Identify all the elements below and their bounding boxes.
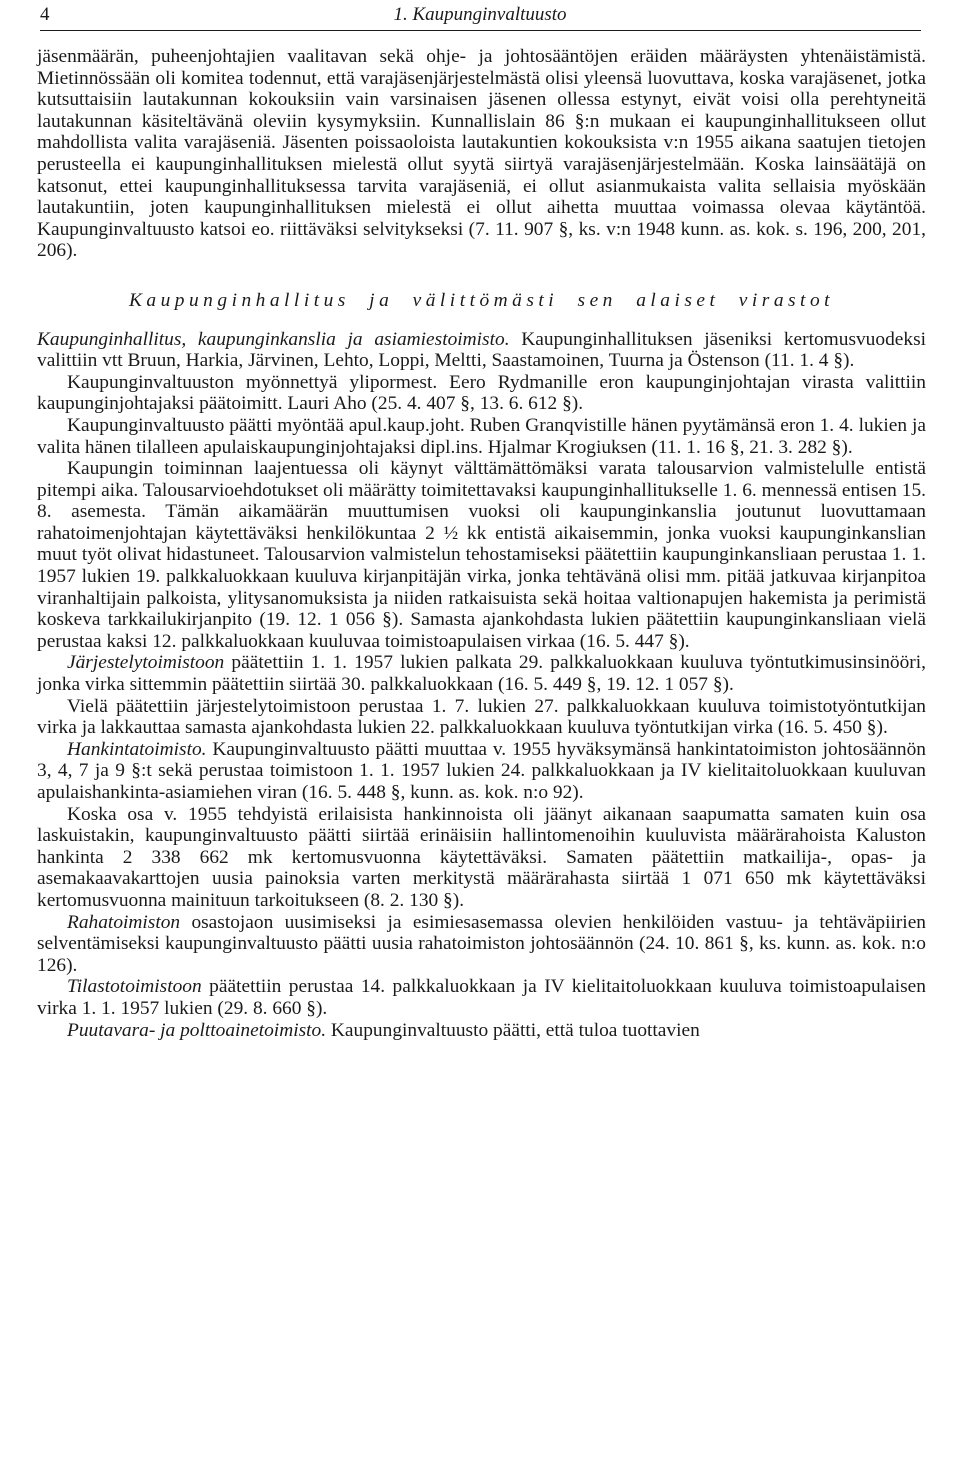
page-number: 4 — [40, 4, 50, 25]
running-title: 1. Kaupunginvaltuusto — [393, 4, 567, 25]
paragraph-text: päätettiin perustaa 14. palkkaluokkaan ja IV kielitaitoluokkaan kuuluva toimistoapulaisen virka 1. 1. 1957 lukien (29. 8. 660 §). — [37, 976, 926, 1019]
paragraph-lead: Kaupunginhallitus, kaupunginkanslia ja asiamiestoimisto. — [37, 328, 510, 350]
paragraph-text: Kaupunginvaltuusto päätti muuttaa v. 1955 hyväksymänsä hankintatoimiston johtosäännön 3, 4, 7 ja 9 §:t sekä perustaa toimistoon 1. 1. 1957 lukien 24. palkkaluokkaan ja IV kielitaitoluokkaan kuuluvan apulaishankinta-asiamiehen viran (16. 5. 448 §, kunn. as. kok. n:o 92). — [37, 738, 926, 803]
header-rule — [40, 30, 921, 31]
paragraph-continuation — [37, 46, 926, 262]
paragraph-text: Kaupunginvaltuusto päätti myöntää apul.kaup.joht. Ruben Granqvistille hänen pyytämänsä eron 1. 4. lukien ja valita hänen tilalleen apulaiskaupunginjohtajaksi dipl.ins. Hjalmar Krogiuksen (11. 1. 16 §, 21. 3. 282 §). — [37, 414, 926, 458]
paragraph-hankintatoimisto-2 — [37, 804, 926, 912]
paragraph-text: Koska osa v. 1955 tehdyistä erilaisista hankinnoista oli jäänyt aikanaan saapumatta samaten kuin osa laskuistakin, kaupunginvaltuusto päätti siirtää erinäisiin hallintomenoihin kuuluvista määrärahoista Kaluston hankinta 2 338 662 mk kertomusvuonna käytettäväksi. Samaten päätettiin matkailija-, opas- ja asemakaavakarttojen uusia painoksia varten merkitystä määrärahasta siirtää 1 071 650 mk käytettäväksi kertomusvuonna mainituun tarkoitukseen (8. 2. 130 §). — [37, 803, 926, 911]
paragraph-puutavaratoimisto — [37, 1020, 926, 1042]
paragraph-lead: Hankintatoimisto. — [67, 738, 207, 760]
paragraph-text: Kaupunginvaltuuston myönnettyä ylipormest. Eero Rydmanille eron kaupunginjohtajan virasta valittiin kaupunginjohtajaksi päätoimitt. Lauri Aho (25. 4. 407 §, 13. 6. 612 §). — [37, 371, 926, 415]
paragraph-kaupunginjohtaja — [37, 372, 926, 415]
paragraph-text: osastojaon uusimiseksi ja esimiesasemassa olevien henkilöiden vastuu- ja tehtäväpiirien selventämiseksi kaupunginvaltuusto päätti uusia rahatoimiston johtosäännön (24. 10. 861 §, ks. kunn. as. kok. n:o 126). — [37, 911, 926, 976]
paragraph-talousarvio — [37, 458, 926, 652]
paragraph-lead: Puutavara- ja polttoainetoimisto. — [67, 1019, 327, 1041]
paragraph-rahatoimisto — [37, 912, 926, 977]
paragraph-lead: Rahatoimiston — [67, 911, 181, 933]
section-heading: Kaupunginhallitus ja välittömästi sen alaiset virastot — [128, 289, 835, 311]
paragraph-text: päätettiin 1. 1. 1957 lukien palkata 29. palkkaluokkaan kuuluva työntutkimusinsinööri, jonka virka sittemmin päätettiin siirtää 30. palkkaluokkaan (16. 5. 449 §, 19. 12. 1 057 §). — [37, 652, 926, 696]
paragraph-text: Vielä päätettiin järjestelytoimistoon perustaa 1. 7. lukien 27. palkkaluokkaan kuuluva toimistotyöntutkijan virka ja lakkauttaa samasta ajankohdasta lukien 22. palkkaluokkaan kuuluva työntutkijan virka (16. 5. 450 §). — [37, 695, 926, 739]
body-text — [37, 46, 926, 1041]
paragraph-jarjestelytoimisto-2 — [37, 696, 926, 739]
paragraph-jarjestelytoimisto — [37, 652, 926, 695]
paragraph-kaupunginhallitus — [37, 329, 926, 372]
paragraph-lead: Järjestelytoimistoon — [67, 652, 225, 674]
page-header — [40, 0, 920, 30]
paragraph-text: Kaupunginhallituksen jäseniksi kertomusvuodeksi valittiin vtt Bruun, Harkia, Järvinen, Lehto, Loppi, Meltti, Saastamoinen, Tuurna ja Östenson (11. 1. 4 §). — [37, 328, 927, 372]
paragraph-tilastotoimisto — [37, 976, 926, 1019]
paragraph-text: jäsenmäärän, puheenjohtajien vaalitavan sekä ohje- ja johtosääntöjen eräiden määräysten yhtenäistämistä. Mietinnössään oli komitea todennut, että varajäsenjärjestelmästä olisi yleensä luovuttava, koska varajäsenet, jotka kutsuttaisiin lautakunnan kokouksiin vain varsinaisen jäsenen ollessa estynyt, eivät voisi olla perehtyneitä lautakunnan käsiteltävänä oleviin kysymyksiin. Kunnallislain 86 §:n mukaan ei kaupunginhallitukseen ollut mahdollista valita varajäseniä. Jäsenten poissaoloista lautakuntien kokouksista v:n 1955 aikana saatujen tietojen perusteella ei kaupunginhallituksen mielestä ollut syytä siirtyä varajäsenjärjestelmään. Koska lainsäätäjä on katsonut, ettei kaupunginhallituksessa tarvita varajäseniä, ei ollut asianmukaista valita sellaisia myöskään lautakuntiin, joten kaupunginhallituksen mielestä ei ollut aihetta muuttaa voimassa olevaa käytäntöä. Kaupunginvaltuusto katsoi eo. riittäväksi selvitykseksi (7. 11. 907 §, ks. v:n 1948 kunn. as. kok. s. 196, 200, 201, 206). — [37, 46, 926, 262]
paragraph-apulaiskaupunginjohtaja — [37, 415, 926, 458]
paragraph-lead: Tilastotoimistoon — [67, 976, 202, 998]
paragraph-text: Kaupunginvaltuusto päätti, että tuloa tuottavien — [326, 1019, 700, 1041]
paragraph-hankintatoimisto — [37, 739, 926, 804]
paragraph-text: Kaupungin toiminnan laajentuessa oli käynyt välttämättömäksi varata talousarvion valmistelulle entistä pitempi aika. Talousarvioehdotukset oli määrätty toimitettavaksi kaupunginhallitukselle 1. 6. mennessä entisen 15. 8. asemesta. Tämän aikamäärän muuttumisen vuoksi oli kaupunginkanslia joutunut luovuttamaan rahatoimenjohtajan käytettäväksi henkilökuntaa 2 ½ kk entistä aikaisemmin, jonka vuoksi kaupunginkanslian muut työt olivat hidastuneet. Talousarvion valmistelun tehostamiseksi päätettiin kaupunginkansliaan perustaa 1. 1. 1957 lukien 19. palkkaluokkaan kuuluva kirjanpitäjän virka, jonka tehtävänä olisi mm. pitää jatkuvaa kirjanpitoa viranhaltijain palkoista, ylitysanomuksista ja niiden ratkaisuista sekä hoitaa valtionapujen hakemista ja perimistä koskeva tarkkailukirjanpito (19. 12. 1 056 §). Samasta ajankohdasta lukien päätettiin kaupunginkansliaan vielä perustaa kaksi 12. palkkaluokkaan kuuluvaa toimistoapulaisen virkaa (16. 5. 447 §). — [37, 458, 926, 652]
